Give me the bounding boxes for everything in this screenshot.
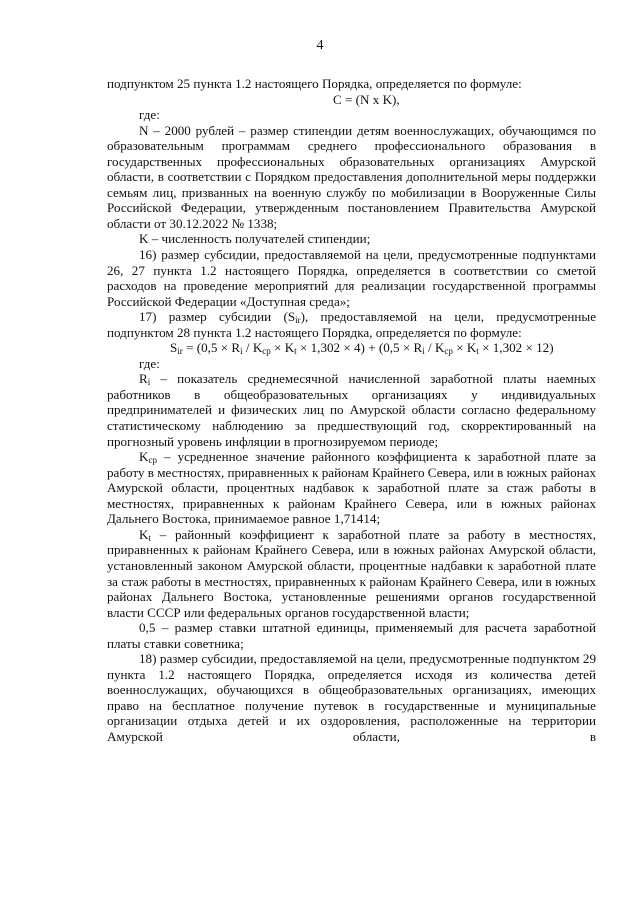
text-run: S bbox=[170, 340, 178, 356]
subscript: ср bbox=[148, 455, 157, 466]
text-run: × 1,302 × 4) + (0,5 × R bbox=[296, 340, 423, 356]
text-run: 18) размер субсидии, предоставляемой на цели, предусмотренные подпунктом 29 пункта 1.2 настоящего Порядка, определяется исходя из количества детей военнослужащих, обучающихся в общеобразовательных организациях, имеющих право на бесплатное получение путевок в государственные и муниципальные организации отдыха детей и их оздоровления, расположенные на территории Амурской области, в bbox=[107, 651, 596, 744]
subscript: i bbox=[240, 346, 243, 357]
paragraph bbox=[107, 107, 596, 123]
text-run: подпунктом 25 пункта 1.2 настоящего Порядка, определяется по формуле: bbox=[107, 76, 522, 91]
text-run: – усредненное значение районного коэффициента к заработной плате за работу в местностях, приравненных к районам Крайнего Севера, или в южных районах Амурской области, процентных надбавок к заработной плате за стаж работы в местностях, приравненных к районам Крайнего Севера, или в южных районах Дальнего Востока, принимаемое равное 1,71414; bbox=[107, 449, 597, 527]
text-run: × K bbox=[270, 340, 295, 356]
subscript: ср bbox=[444, 346, 453, 357]
subscript: ir bbox=[177, 346, 183, 357]
page-number: 4 bbox=[316, 38, 324, 53]
text-run: 17) размер субсидии (S bbox=[139, 309, 296, 325]
paragraph bbox=[107, 231, 596, 247]
text-run: N – 2000 рублей – размер стипендии детям военнослужащих, обучающимся по образовательным программам среднего профессионального образования в государственных профессиональных образовательных организациях Амурской области, в соответствии с Порядком предоставления дополнительной меры поддержки семьям лиц, призванных на военную службу по мобилизации в Вооруженные Силы Российской Федерации, утвержденным постановлением Правительства Амурской области от 30.12.2022 № 1338; bbox=[107, 122, 596, 231]
subscript: t bbox=[148, 532, 151, 543]
paragraph bbox=[107, 371, 596, 449]
text-run: где: bbox=[139, 107, 160, 123]
document-body bbox=[107, 76, 596, 745]
paragraph bbox=[107, 651, 596, 744]
text-run: = (0,5 × R bbox=[182, 340, 241, 356]
paragraph bbox=[107, 449, 596, 527]
paragraph bbox=[107, 527, 596, 620]
text-run: 0,5 – размер ставки штатной единицы, применяемый для расчета заработной платы ставки советника; bbox=[107, 620, 596, 651]
text-run: ), предоставляемой на цели, предусмотренные подпунктом 28 пункта 1.2 настоящего Порядка, определяется по формуле: bbox=[107, 309, 597, 340]
text-run: K bbox=[139, 526, 149, 542]
paragraph bbox=[107, 247, 596, 309]
text-run: R bbox=[139, 371, 148, 387]
text-run: × 1,302 × 12) bbox=[478, 340, 554, 356]
text-run: где: bbox=[139, 355, 160, 371]
text-run: K bbox=[139, 449, 149, 465]
paragraph bbox=[107, 76, 596, 92]
formula bbox=[107, 92, 596, 108]
paragraph bbox=[107, 356, 596, 372]
subscript: t bbox=[476, 346, 479, 357]
text-run: – показатель среднемесячной начисленной заработной платы наемных работников в общеобразовательных организациях у индивидуальных предпринимателей и физических лиц по Амурской области согласно федеральному статистическому наблюдению за предшествующий год, скорректированный на прогнозный уровень инфляции в прогнозируемом периоде; bbox=[107, 371, 596, 449]
text-run: / K bbox=[424, 340, 445, 356]
subscript: i bbox=[422, 346, 425, 357]
text-run: K – численность получателей стипендии; bbox=[139, 231, 371, 247]
formula bbox=[107, 340, 596, 356]
text-run: × K bbox=[452, 340, 477, 356]
text-run: C = (N x K), bbox=[333, 91, 400, 107]
text-run: / K bbox=[242, 340, 263, 356]
paragraph bbox=[107, 620, 596, 651]
subscript: t bbox=[294, 346, 297, 357]
paragraph bbox=[107, 123, 596, 232]
subscript: ср bbox=[262, 346, 271, 357]
text-run: 16) размер субсидии, предоставляемой на цели, предусмотренные подпунктами 26, 27 пункта 1.2 настоящего Порядка, определяется в соответствии со сметой расходов на проведение мероприятий для реализации государственной программы Российской Федерации «Доступная среда»; bbox=[107, 247, 596, 309]
paragraph bbox=[107, 309, 596, 340]
subscript: i bbox=[147, 377, 151, 388]
text-run: – районный коэффициент к заработной плате за работу в местностях, приравненных к районам Крайнего Севера, или в южных районах Амурской области, установленный законом Амурской области, процентные надбавки к заработной плате за стаж работы в местностях, приравненных к районам Крайнего Севера, или в южных районах Дальнего Востока, установленные решениями органов государственной власти СССР или федеральных органов государственной власти; bbox=[107, 526, 596, 620]
subscript: ir bbox=[295, 315, 301, 326]
